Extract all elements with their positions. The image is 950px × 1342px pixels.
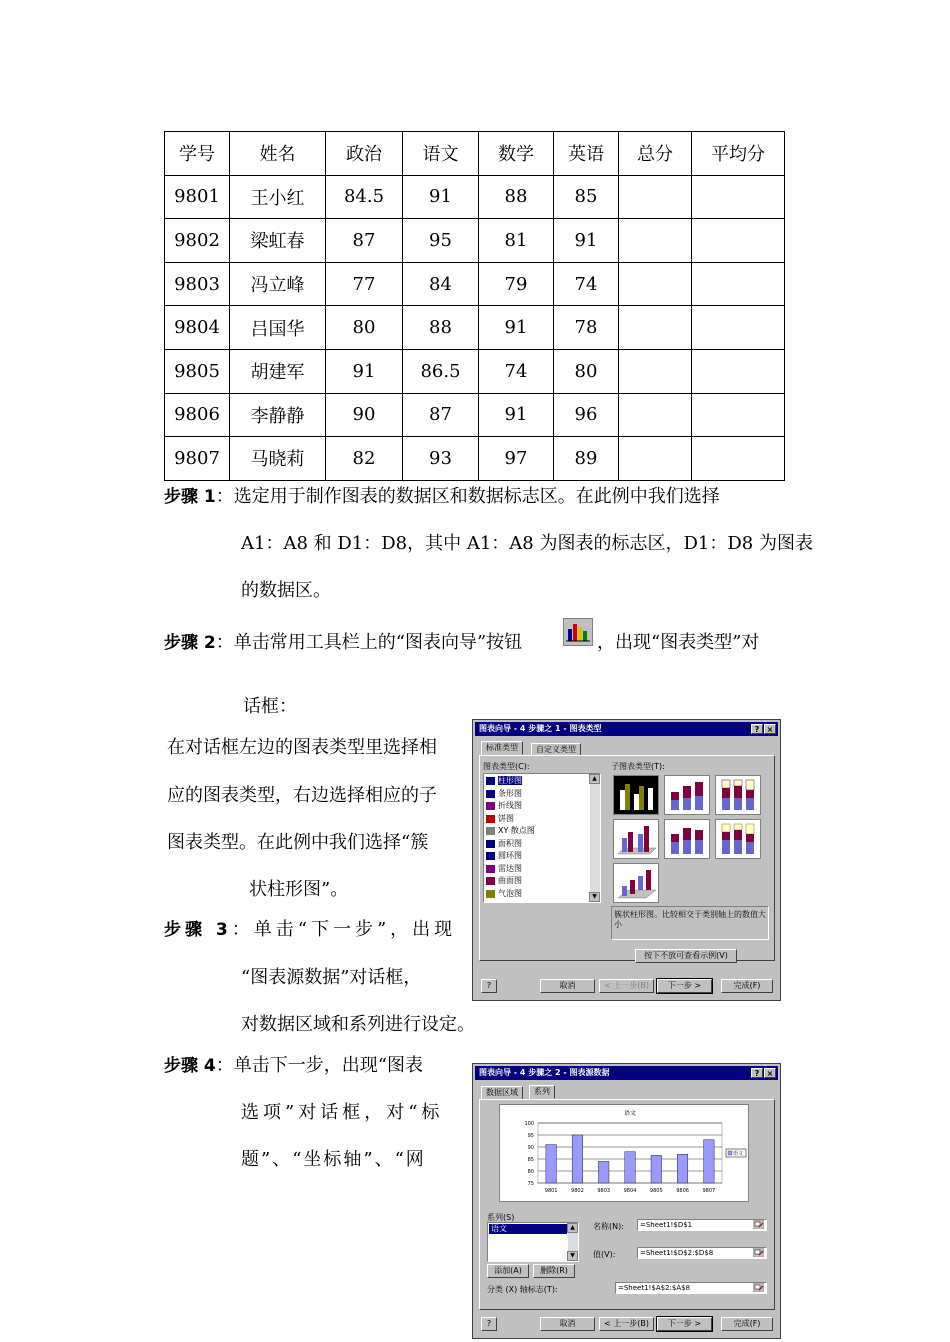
table-cell: [619, 437, 692, 481]
tab-standard-types[interactable]: 标准类型: [481, 741, 523, 755]
add-series-button[interactable]: 添加(A): [487, 1264, 529, 1278]
chart-type-dialog: [472, 719, 781, 1001]
table-row: [165, 349, 785, 393]
subtype-clustered-column[interactable]: [613, 775, 659, 815]
dialog2-title: 图表向导 - 4 步骤之 2 - 图表源数据: [479, 1068, 610, 1077]
preview-sample-button[interactable]: 按下不放可查看示例(V): [635, 949, 737, 963]
table-cell: 吕国华: [230, 306, 326, 350]
scroll-up-icon[interactable]: ▲: [589, 774, 600, 784]
chart-bar: [546, 1145, 557, 1183]
table-cell: 80: [326, 306, 403, 350]
chart-type-icon: [486, 802, 495, 810]
table-cell: [692, 437, 785, 481]
table-cell: [619, 349, 692, 393]
chart-bar: [651, 1155, 662, 1183]
x-tick-label: 9806: [676, 1188, 689, 1194]
table-cell: 74: [479, 349, 554, 393]
x-tick-label: 9802: [571, 1188, 584, 1194]
step2-text-a: ：单击常用工具栏上的“图表向导”按钮: [215, 632, 523, 653]
table-row: [165, 393, 785, 437]
help-icon[interactable]: ?: [751, 724, 763, 734]
chart-type-item[interactable]: [484, 775, 590, 788]
table-header-cell: 学号: [165, 132, 230, 176]
dialog2-finish-button[interactable]: 完成(F): [721, 1317, 773, 1331]
chart-type-item[interactable]: [484, 825, 590, 838]
table-cell: 87: [326, 219, 403, 263]
table-cell: 85: [554, 175, 619, 219]
x-tick-label: 9801: [544, 1188, 558, 1194]
step3-label: 步骤 3: [164, 920, 232, 940]
para-line3: 图表类型。在此例中我们选择“簇: [167, 832, 429, 853]
step4-line2: 选项”对话框，对“标: [241, 1102, 444, 1123]
table-cell: [692, 262, 785, 306]
step1-line3: 的数据区。: [241, 580, 331, 601]
stacked-column-icon: [665, 776, 709, 814]
dialog2-help-icon: ?: [486, 1319, 492, 1328]
chart-type-item[interactable]: [484, 788, 590, 801]
y-tick-label: 85: [527, 1157, 534, 1163]
3d-clustered-column-icon: [614, 820, 658, 858]
table-cell: 96: [554, 393, 619, 437]
percent-column-icon: [716, 776, 760, 814]
table-cell: 90: [326, 393, 403, 437]
table-cell: 王小红: [230, 175, 326, 219]
table-cell: 88: [479, 175, 554, 219]
step3-line1: [164, 920, 456, 940]
legend-label: 语文: [733, 1151, 744, 1157]
table-cell: 81: [479, 219, 554, 263]
para-line2: 应的图表类型，右边选择相应的子: [167, 785, 437, 806]
values-label: 值(V):: [593, 1250, 616, 1259]
chart-type-item[interactable]: [484, 875, 590, 888]
step4-label: 步骤 4: [164, 1056, 216, 1076]
step1-text: ：选定用于制作图表的数据区和数据标志区。在此例中我们选择: [215, 486, 720, 507]
chart-type-icon: [486, 790, 495, 798]
dialog2-help-button[interactable]: [481, 1317, 497, 1331]
3d-percent-column-icon: [716, 820, 760, 858]
para-line4: 状柱形图”。: [249, 879, 349, 900]
y-tick-label: 100: [524, 1121, 534, 1127]
table-cell: 80: [554, 349, 619, 393]
series-list-item[interactable]: 语文: [489, 1224, 567, 1234]
dialog1-finish-button[interactable]: 完成(F): [721, 979, 773, 993]
chart-type-icon: [486, 840, 495, 848]
tab-data-range[interactable]: 数据区域: [481, 1086, 523, 1099]
chart-bar: [625, 1152, 636, 1183]
table-cell: 9805: [165, 349, 230, 393]
table-cell: 91: [479, 306, 554, 350]
table-header-cell: 总分: [619, 132, 692, 176]
table-cell: 84: [403, 262, 479, 306]
table-header-cell: 姓名: [230, 132, 326, 176]
table-cell: 88: [403, 306, 479, 350]
chart-type-item[interactable]: [484, 800, 590, 813]
dialog1-title: 图表向导 - 4 步骤之 1 - 图表类型: [479, 724, 602, 733]
dialog1-cancel-button[interactable]: 取消: [540, 979, 595, 993]
subtype-percent-column[interactable]: [715, 775, 761, 815]
table-cell: 9802: [165, 219, 230, 263]
chart-type-label: 图表类型(C):: [483, 762, 530, 771]
chart-type-icon: [486, 777, 495, 785]
table-cell: 79: [479, 262, 554, 306]
name-label: 名称(N):: [593, 1222, 624, 1231]
table-cell: 胡建军: [230, 349, 326, 393]
table-cell: [619, 306, 692, 350]
chart-type-label-text: XY 散点图: [498, 826, 535, 835]
step1-line1: [164, 487, 720, 507]
subtype-3d-stacked-column[interactable]: [664, 819, 710, 859]
legend-swatch: [728, 1151, 732, 1155]
series-scroll-up-icon[interactable]: ▲: [567, 1223, 578, 1233]
category-axis-input[interactable]: =Sheet1!$A$2:$A$8: [615, 1282, 767, 1294]
subtype-3d-column[interactable]: [613, 863, 659, 903]
table-cell: [692, 349, 785, 393]
dialog1-titlebar: [475, 722, 778, 736]
table-cell: 李静静: [230, 393, 326, 437]
step3-line2: “图表源数据”对话框，: [241, 967, 422, 988]
chart-type-scrollbar[interactable]: [590, 774, 600, 902]
chart-type-label-text: 气泡图: [498, 888, 522, 898]
y-tick-label: 80: [527, 1169, 534, 1175]
chart-type-item[interactable]: [484, 888, 590, 901]
series-values-input[interactable]: =Sheet1!$D$2:$D$8: [637, 1247, 767, 1259]
help-icon[interactable]: ?: [751, 1068, 763, 1078]
series-scroll-down-icon[interactable]: ▼: [567, 1251, 578, 1261]
chart-type-list[interactable]: [483, 773, 601, 903]
table-cell: 93: [403, 437, 479, 481]
scroll-down-icon[interactable]: ▼: [589, 892, 600, 902]
chart-type-icon: [486, 877, 495, 885]
dialog2-back-button[interactable]: < 上一步(B): [599, 1317, 654, 1331]
x-tick-label: 9804: [623, 1188, 637, 1194]
close-icon[interactable]: ×: [764, 724, 776, 734]
table-row: [165, 262, 785, 306]
tab-series[interactable]: 系列: [529, 1085, 555, 1099]
close-icon[interactable]: ×: [764, 1068, 776, 1078]
table-cell: [692, 175, 785, 219]
chart-preview: [499, 1104, 749, 1202]
table-cell: 77: [326, 262, 403, 306]
y-tick-label: 95: [527, 1133, 534, 1139]
dialog2-cancel-button[interactable]: 取消: [540, 1317, 595, 1331]
chart-type-icon: [486, 815, 495, 823]
table-header-cell: 语文: [403, 132, 479, 176]
x-tick-label: 9807: [702, 1188, 716, 1194]
series-list[interactable]: [487, 1222, 579, 1262]
y-tick-label: 90: [527, 1145, 534, 1151]
chart-type-label-text: 折线图: [498, 801, 522, 810]
step2-line2: 话框：: [243, 696, 297, 717]
table-header-row: [165, 132, 785, 176]
source-data-dialog: [472, 1063, 781, 1339]
y-tick-label: 75: [527, 1181, 534, 1187]
chart-type-item[interactable]: [484, 850, 590, 863]
table-cell: 82: [326, 437, 403, 481]
table-row: [165, 437, 785, 481]
table-header-cell: 英语: [554, 132, 619, 176]
chart-type-label-text: 条形图: [498, 788, 522, 798]
step4-line3: 题”、“坐标轴”、“网: [241, 1149, 426, 1170]
para-line1: 在对话框左边的图表类型里选择相: [167, 737, 437, 758]
table-cell: 9807: [165, 437, 230, 481]
chart-type-icon: [486, 890, 495, 898]
subtype-3d-clustered-column[interactable]: [613, 819, 659, 859]
table-cell: 97: [479, 437, 554, 481]
dialog2-titlebar: [475, 1066, 778, 1080]
table-cell: [619, 175, 692, 219]
step3-text: ：单击“下一步”，出现: [231, 919, 457, 940]
step1-line2: A1：A8 和 D1：D8，其中 A1：A8 为图表的标志区，D1：D8 为图表: [241, 533, 813, 554]
table-cell: 91: [403, 175, 479, 219]
table-cell: [692, 393, 785, 437]
table-cell: 梁虹春: [230, 219, 326, 263]
subtype-3d-percent-column[interactable]: [715, 819, 761, 859]
table-cell: 9803: [165, 262, 230, 306]
chart-type-label-text: 雷达图: [498, 863, 522, 873]
table-row: [165, 175, 785, 219]
chart-type-label-text: 曲面图: [498, 876, 522, 885]
x-tick-label: 9803: [597, 1188, 611, 1194]
table-cell: 9804: [165, 306, 230, 350]
table-row: [165, 219, 785, 263]
table-cell: 84.5: [326, 175, 403, 219]
x-tick-label: 9805: [649, 1188, 663, 1194]
chart-bar: [598, 1161, 609, 1183]
series-scrollbar[interactable]: [568, 1223, 578, 1261]
chart-type-icon: [486, 827, 495, 835]
table-cell: 74: [554, 262, 619, 306]
chart-type-icon: [486, 852, 495, 860]
preview-chart-svg: [500, 1105, 748, 1201]
3d-stacked-column-icon: [665, 820, 709, 858]
subtype-description: 簇状柱形图。比较相交于类别轴上的数值大小: [611, 906, 769, 940]
chart-type-item[interactable]: [484, 838, 590, 851]
table-row: [165, 306, 785, 350]
table-cell: [692, 306, 785, 350]
table-cell: 89: [554, 437, 619, 481]
table-cell: [692, 219, 785, 263]
chart-type-label-text: 柱形图: [498, 776, 522, 785]
chart-type-icon: [486, 865, 495, 873]
subtype-label: 子图表类型(T):: [611, 762, 665, 771]
tab-custom-types[interactable]: 自定义类型: [531, 743, 581, 756]
step3-line3: 对数据区域和系列进行设定。: [241, 1014, 475, 1035]
dialog2-next-button[interactable]: 下一步 >: [657, 1317, 712, 1331]
clustered-column-icon: [614, 776, 658, 814]
table-cell: [619, 219, 692, 263]
step2-label: 步骤 2: [164, 633, 216, 653]
table-cell: 91: [326, 349, 403, 393]
chart-wizard-icon: [564, 619, 592, 645]
table-cell: 马晓莉: [230, 437, 326, 481]
table-cell: 9806: [165, 393, 230, 437]
chart-type-item[interactable]: [484, 863, 590, 876]
step1-label: 步骤 1: [164, 487, 216, 507]
chart-bar: [677, 1154, 688, 1183]
dialog1-help-icon: ?: [486, 981, 492, 990]
step2-line1b: ，出现“图表类型”对: [597, 632, 760, 653]
chart-bar: [572, 1135, 583, 1183]
step2-line1a: [164, 633, 522, 653]
3d-column-icon: [614, 864, 658, 902]
table-cell: 78: [554, 306, 619, 350]
chart-type-label-text: 饼图: [498, 813, 514, 823]
chart-type-label-text: 圆环图: [498, 851, 522, 860]
series-name-input[interactable]: =Sheet1!$D$1: [637, 1219, 767, 1231]
step4-text: ：单击下一步，出现“图表: [215, 1055, 423, 1076]
chart-bar: [704, 1140, 715, 1183]
category-label: 分类 (X) 轴标志(T):: [487, 1285, 558, 1294]
dialog1-help-button[interactable]: [481, 979, 497, 993]
chart-title: 语文: [623, 1110, 637, 1117]
chart-wizard-button[interactable]: [563, 618, 593, 646]
subtype-stacked-column[interactable]: [664, 775, 710, 815]
chart-type-label-text: 面积图: [498, 838, 522, 848]
table-cell: 87: [403, 393, 479, 437]
collapse-dialog-icon[interactable]: [753, 1283, 764, 1292]
dialog1-next-button[interactable]: 下一步 >: [657, 979, 712, 993]
series-label: 系列(S): [487, 1213, 515, 1222]
collapse-dialog-icon[interactable]: [753, 1248, 764, 1257]
table-cell: [619, 262, 692, 306]
table-header-cell: 数学: [479, 132, 554, 176]
table-header-cell: 政治: [326, 132, 403, 176]
score-table: [164, 131, 785, 481]
table-cell: 95: [403, 219, 479, 263]
table-header-cell: 平均分: [692, 132, 785, 176]
chart-type-item[interactable]: [484, 813, 590, 826]
remove-series-button[interactable]: 删除(R): [533, 1264, 575, 1278]
table-cell: 86.5: [403, 349, 479, 393]
table-cell: 冯立峰: [230, 262, 326, 306]
step4-line1: [164, 1056, 423, 1076]
table-cell: 91: [479, 393, 554, 437]
dialog1-back-button[interactable]: < 上一步(B): [599, 979, 654, 993]
table-cell: 91: [554, 219, 619, 263]
table-cell: [619, 393, 692, 437]
table-cell: 9801: [165, 175, 230, 219]
collapse-dialog-icon[interactable]: [753, 1220, 764, 1229]
